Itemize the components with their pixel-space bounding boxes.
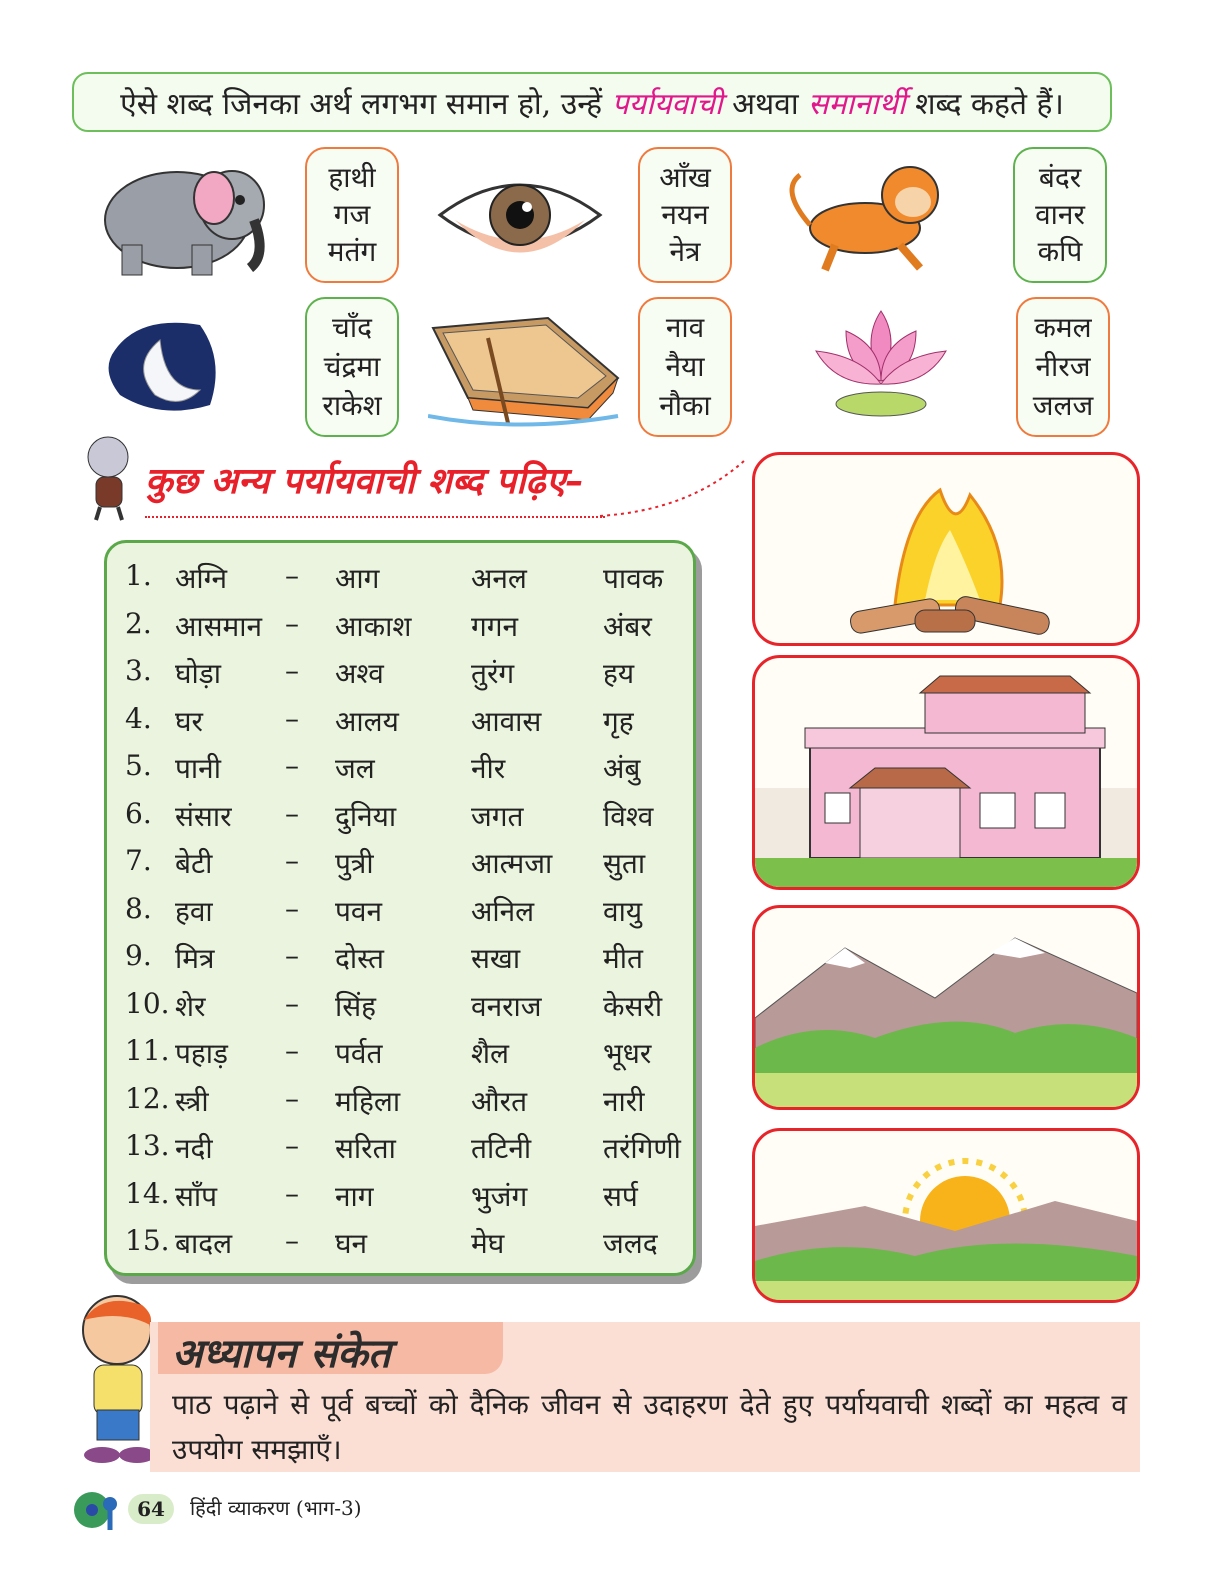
fire-picture-frame [752, 452, 1140, 646]
card-word: नाव [665, 311, 705, 345]
synonym-s3: हय [603, 657, 635, 690]
synonym-num: 8. [125, 891, 152, 925]
definition-term-samanarthi: समानार्थी [808, 86, 906, 122]
section-heading: कुछ अन्य पर्यायवाची शब्द पढ़िए– [145, 461, 584, 502]
book-title: हिंदी व्याकरण (भाग-3) [190, 1496, 362, 1520]
house-picture-frame [752, 655, 1140, 890]
synonym-s2: तुरंग [471, 657, 515, 690]
synonym-dash: – [285, 654, 299, 687]
synonym-dash: – [285, 559, 299, 592]
synonym-dash: – [285, 701, 299, 735]
teaching-note-title-tab [158, 1322, 503, 1377]
synonym-s1: नाग [335, 1179, 374, 1213]
synonym-row [107, 1034, 699, 1081]
card-word: नेत्र [669, 235, 701, 269]
monkey-illustration [780, 150, 955, 275]
lotus-illustration [806, 296, 956, 426]
synonym-s2: नीर [471, 752, 506, 785]
synonym-s1: सिंह [335, 989, 377, 1023]
synonym-s1: अश्व [335, 657, 384, 690]
synonym-num: 13. [125, 1129, 170, 1162]
card-word: कमल [1034, 311, 1092, 345]
synonym-s2: अनिल [471, 894, 535, 928]
synonym-row [107, 1082, 699, 1129]
synonym-s3: गृह [603, 704, 634, 738]
synonym-row [107, 749, 699, 796]
synonym-s3: अंबु [603, 752, 641, 785]
synonym-s2: जगत [471, 799, 524, 833]
card-word: चंद्रमा [323, 349, 381, 383]
definition-box [72, 72, 1112, 132]
synonym-word: मित्र [175, 942, 215, 975]
synonym-row [107, 654, 699, 701]
heading-divider-curve [600, 455, 750, 519]
synonym-word: बादल [175, 1227, 233, 1260]
mountain-picture-frame [752, 905, 1140, 1110]
synonym-num: 5. [125, 749, 152, 782]
synonym-word: संसार [175, 799, 232, 833]
synonym-s1: सरिता [335, 1132, 396, 1165]
synonym-s3: सुता [603, 847, 646, 880]
synonym-num: 7. [125, 844, 152, 877]
card-word: मतंग [327, 235, 377, 269]
synonym-row [107, 1177, 699, 1224]
synonym-s3: विश्व [603, 799, 654, 833]
synonym-s3: भूधर [603, 1037, 652, 1070]
card-word: वानर [1035, 197, 1085, 231]
synonym-s2: तटिनी [471, 1132, 532, 1165]
synonym-s2: अनल [471, 562, 527, 595]
synonym-s1: आकाश [335, 609, 412, 643]
teaching-note-text: पाठ पढ़ाने से पूर्व बच्चों को दैनिक जीवन से उदाहरण देते हुए पर्यायवाची शब्दों का महत्व व उपयोग समझाएँ। [172, 1388, 1127, 1466]
synonym-s2: आवास [471, 704, 542, 738]
house-illustration [755, 658, 1137, 887]
synonym-word: घोड़ा [175, 657, 222, 690]
synonym-s1: दुनिया [335, 799, 397, 833]
synonym-s1: आग [335, 562, 380, 595]
synonym-word: आसमान [175, 609, 263, 643]
synonym-dash: – [285, 1224, 299, 1257]
synonym-s2: शैल [471, 1037, 510, 1070]
synonym-s2: सखा [471, 942, 521, 975]
synonym-num: 12. [125, 1081, 170, 1115]
synonym-dash: – [285, 986, 299, 1020]
synonym-s2: औरत [471, 1084, 528, 1118]
synonym-s2: आत्मजा [471, 847, 553, 880]
synonym-dash: – [285, 939, 299, 972]
synonym-s2: गगन [471, 609, 519, 643]
synonym-s1: घन [335, 1227, 368, 1260]
mountain-illustration [755, 908, 1137, 1107]
synonym-word: हवा [175, 894, 213, 928]
synonym-s1: महिला [335, 1084, 401, 1118]
synonym-s3: तरंगिणी [603, 1132, 681, 1165]
synonym-num: 9. [125, 939, 152, 972]
synonym-word: स्त्री [175, 1084, 209, 1118]
card-word: आँख [659, 160, 711, 194]
synonym-word: साँप [175, 1179, 218, 1213]
synonym-num: 10. [125, 986, 170, 1020]
synonym-dash: – [285, 1176, 299, 1210]
synonym-word: बेटी [175, 847, 213, 880]
card-word: हाथी [328, 160, 376, 194]
synonym-s3: अंबर [603, 609, 652, 643]
page-number: 64 [128, 1494, 174, 1524]
synonym-list-panel [104, 540, 696, 1276]
peacock-icon [72, 1482, 126, 1532]
synonym-row [107, 844, 699, 891]
synonym-num: 15. [125, 1224, 170, 1257]
synonym-num: 11. [125, 1034, 170, 1067]
synonym-s1: पुत्री [335, 847, 374, 880]
synonym-card-moon [305, 297, 399, 437]
card-word: नयन [661, 197, 709, 231]
card-word: नैया [665, 349, 705, 383]
synonym-s1: आलय [335, 704, 399, 738]
synonym-word: शेर [175, 989, 206, 1023]
synonym-num: 3. [125, 654, 152, 687]
synonym-dash: – [285, 1081, 299, 1115]
synonym-row [107, 797, 699, 844]
card-word: कपि [1037, 235, 1083, 269]
synonym-dash: – [285, 749, 299, 782]
synonym-s1: दोस्त [335, 942, 384, 975]
synonym-num: 6. [125, 796, 152, 830]
synonym-s2: भुजंग [471, 1179, 528, 1213]
synonym-dash: – [285, 844, 299, 877]
boat-illustration [428, 298, 623, 428]
synonym-card-eye [638, 147, 732, 283]
synonym-row [107, 702, 699, 749]
card-word: बंदर [1038, 160, 1082, 194]
synonym-num: 4. [125, 701, 152, 735]
synonym-row [107, 559, 699, 606]
synonym-dash: – [285, 1129, 299, 1162]
synonym-s3: सर्प [603, 1179, 638, 1213]
synonym-word: नदी [175, 1132, 213, 1165]
synonym-row [107, 607, 699, 654]
fire-illustration [755, 455, 1137, 643]
synonym-num: 2. [125, 606, 152, 640]
synonym-row [107, 1129, 699, 1176]
synonym-s1: पवन [335, 894, 383, 928]
synonym-s3: मीत [603, 942, 643, 975]
eye-illustration [435, 165, 605, 265]
card-word: चाँद [332, 311, 372, 345]
moon-illustration [100, 310, 230, 420]
synonym-s3: जलद [603, 1227, 658, 1260]
synonym-word: अग्नि [175, 562, 228, 595]
card-word: जलज [1032, 388, 1094, 422]
definition-part3: शब्द कहते हैं। [915, 86, 1064, 122]
synonym-dash: – [285, 1034, 299, 1067]
card-word: गज [333, 197, 371, 231]
synonym-s3: केसरी [603, 989, 663, 1023]
synonym-dash: – [285, 891, 299, 925]
boy-mascot-illustration [62, 1290, 162, 1470]
card-word: नीरज [1035, 349, 1091, 383]
synonym-num: 14. [125, 1176, 170, 1210]
synonym-row [107, 987, 699, 1034]
card-word: नौका [659, 388, 711, 422]
synonym-s2: वनराज [471, 989, 542, 1023]
synonym-word: पानी [175, 752, 221, 785]
sunrise-illustration [755, 1131, 1137, 1300]
synonym-card-lotus [1016, 297, 1110, 437]
synonym-row [107, 892, 699, 939]
definition-part1: ऐसे शब्द जिनका अर्थ लगभग समान हो, उन्हें [120, 86, 603, 122]
synonym-row [107, 939, 699, 986]
synonym-s3: वायु [603, 894, 643, 928]
elephant-illustration [82, 150, 272, 280]
definition-term-paryayvachi: पर्यायवाची [611, 86, 723, 122]
synonym-dash: – [285, 606, 299, 640]
synonym-card-boat [638, 297, 732, 437]
synonym-s3: पावक [603, 562, 664, 595]
card-word: राकेश [322, 388, 382, 422]
sunrise-picture-frame [752, 1128, 1140, 1303]
cat-mascot-illustration [78, 432, 140, 522]
synonym-s2: मेघ [471, 1227, 505, 1260]
synonym-word: पहाड़ [175, 1037, 229, 1070]
synonym-num: 1. [125, 559, 152, 592]
synonym-card-elephant [305, 147, 399, 283]
synonym-card-monkey [1013, 147, 1107, 283]
synonym-s1: जल [335, 752, 375, 785]
synonym-row [107, 1224, 699, 1271]
synonym-s1: पर्वत [335, 1037, 383, 1070]
synonym-dash: – [285, 796, 299, 830]
heading-divider [145, 516, 605, 518]
synonym-s3: नारी [603, 1084, 645, 1118]
teaching-note-title: अध्यापन संकेत [172, 1331, 391, 1377]
synonym-word: घर [175, 704, 204, 738]
definition-part2: अथवा [732, 86, 799, 122]
